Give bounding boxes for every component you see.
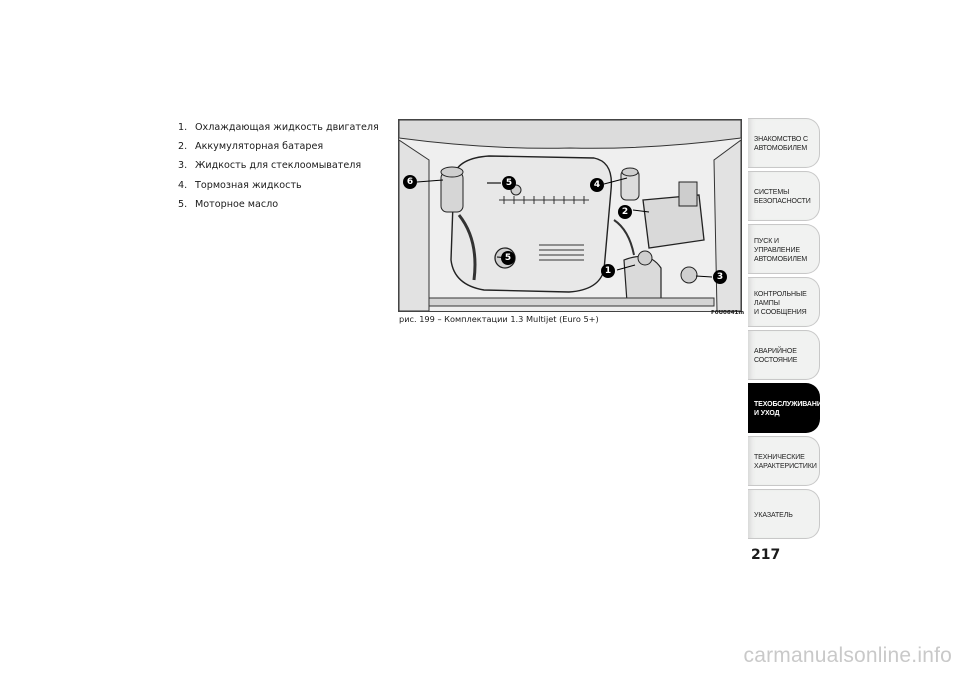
- legend-item: 2. Аккумуляторная батарея: [178, 141, 324, 153]
- tab-starting-driving[interactable]: ПУСК И УПРАВЛЕНИЕ АВТОМОБИЛЕМ: [748, 224, 820, 274]
- legend-list: [178, 118, 379, 214]
- tab-warning-lights[interactable]: КОНТРОЛЬНЫЕ ЛАМПЫ И СООБЩЕНИЯ: [748, 277, 820, 327]
- callout-badge: 5: [501, 251, 515, 265]
- legend-item: 5. Моторное масло: [178, 198, 279, 210]
- legend-item: 3. Жидкость для стеклоомывателя: [178, 160, 362, 172]
- tab-technical-specs[interactable]: ТЕХНИЧЕСКИЕ ХАРАКТЕРИСТИКИ: [748, 436, 820, 486]
- callout-badge: 1: [601, 264, 615, 278]
- callout-badge: 5: [502, 176, 516, 190]
- callout-badge: 2: [618, 205, 632, 219]
- tab-emergency[interactable]: АВАРИЙНОЕ СОСТОЯНИЕ: [748, 330, 820, 380]
- callout-badge: 4: [590, 178, 604, 192]
- figure-code: F0U0641m: [711, 310, 745, 316]
- tab-introduction[interactable]: ЗНАКОМСТВО С АВТОМОБИЛЕМ: [748, 118, 820, 168]
- legend-item: 4. Тормозная жидкость: [178, 179, 302, 191]
- watermark: carmanualsonline.info: [743, 644, 952, 667]
- engine-drawing: [399, 120, 741, 311]
- tab-safety[interactable]: СИСТЕМЫ БЕЗОПАСНОСТИ: [748, 171, 820, 221]
- tab-index[interactable]: УКАЗАТЕЛЬ: [748, 489, 820, 539]
- engine-bay-illustration: [398, 119, 742, 312]
- page-number: 217: [751, 547, 781, 563]
- figure-caption: рис. 199 – Комплектации 1.3 Multijet (Euro 5+): [399, 314, 599, 324]
- section-tabs: [748, 118, 827, 542]
- tab-maintenance[interactable]: ТЕХОБСЛУЖИВАНИЕ И УХОД: [748, 383, 820, 433]
- callout-badge: 3: [713, 270, 727, 284]
- legend-item: 1. Охлаждающая жидкость двигателя: [178, 122, 379, 133]
- callout-badge: 6: [403, 175, 417, 189]
